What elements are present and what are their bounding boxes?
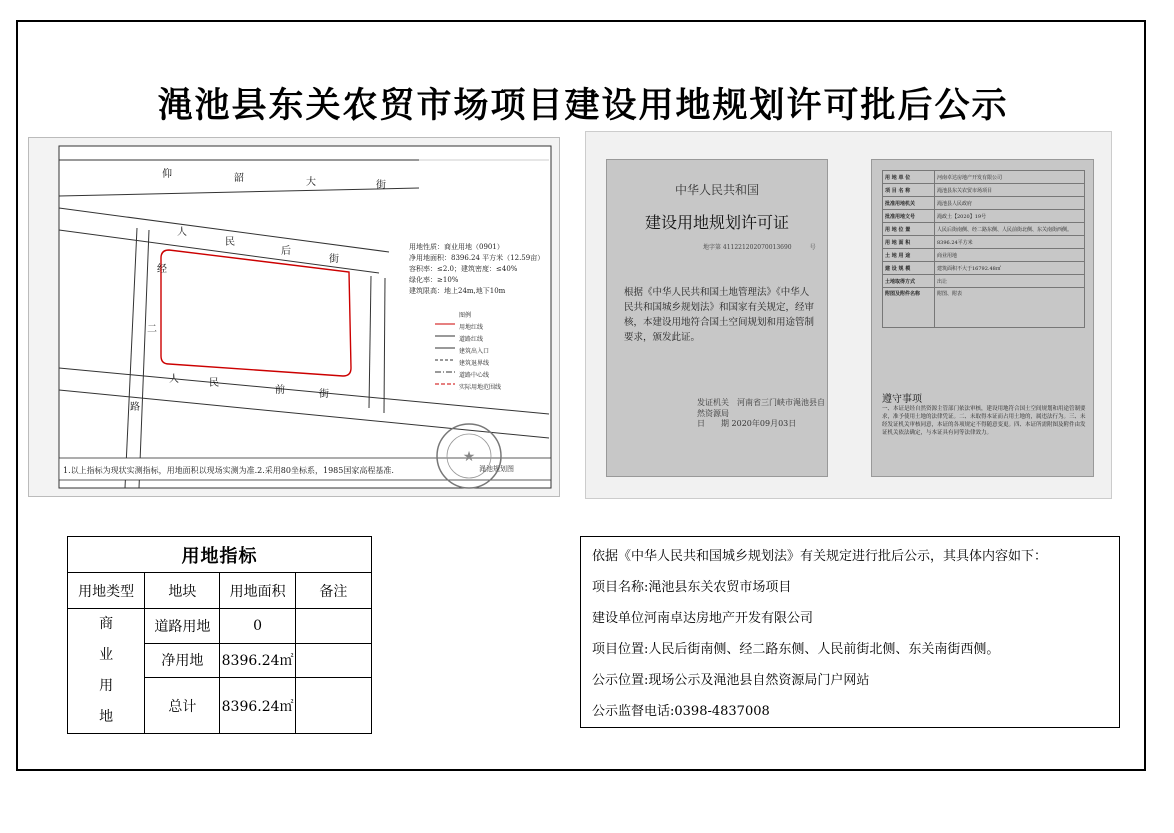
legend-item: 实际用地范围线 xyxy=(459,384,502,391)
notice-publicity: 公示位置:现场公示及渑池县自然资源局门户网站 xyxy=(592,673,870,688)
stamp-label: 渑池规划图 xyxy=(479,465,514,473)
permit-value: 渑池县人民政府 xyxy=(935,197,1085,210)
road-label: 人 xyxy=(169,374,179,385)
permit-value: 8396.24平方米 xyxy=(935,236,1085,249)
road-label: 经 xyxy=(157,264,167,275)
permit-number: 地字第 411221202070013690 号 xyxy=(703,244,816,251)
table-row xyxy=(883,184,1085,197)
road-label: 民 xyxy=(225,237,235,248)
land-type-char: 地 xyxy=(99,709,114,725)
site-plan-info xyxy=(409,242,544,297)
table-row xyxy=(883,288,1085,328)
remark-cell xyxy=(295,678,371,734)
info-line: 用地性质：商业用地（0901） xyxy=(409,243,504,251)
permit-body: 根据《中华人民共和国土地管理法》《中华人民共和国城乡规划法》和国家有关规定，经审核，本建设用地符合国土空间规划和用途管制要求，颁发此证。 xyxy=(624,287,815,343)
table-row xyxy=(883,262,1085,275)
permit-value: 商业用地 xyxy=(935,249,1085,262)
legend-item: 道路中心线 xyxy=(459,372,490,379)
legend-title: 图例 xyxy=(459,312,472,319)
permit-value: 渑政土【2020】19号 xyxy=(935,210,1085,223)
road-label: 二 xyxy=(147,324,157,335)
permit-key: 项 目 名 称 xyxy=(883,184,935,197)
area-cell: 8396.24㎡ xyxy=(220,643,295,678)
permit-value: 建筑面积不大于16792.48㎡ xyxy=(935,262,1085,275)
permit-scan-image xyxy=(585,131,1112,499)
permit-key: 土 地 用 途 xyxy=(883,249,935,262)
table-row xyxy=(883,223,1085,236)
notice-phone: 公示监督电话:0398-4837008 xyxy=(592,704,770,719)
road-label: 大 xyxy=(306,177,316,188)
road-label: 路 xyxy=(130,402,140,413)
legend-item: 建筑出入口 xyxy=(459,348,490,355)
permit-value: 河南卓达房地产开发有限公司 xyxy=(935,171,1085,184)
road-label: 街 xyxy=(376,180,386,191)
permit-key: 批准用地文号 xyxy=(883,210,935,223)
column-header: 用地类型 xyxy=(68,573,145,609)
road-label: 民 xyxy=(209,378,219,389)
table-row xyxy=(883,197,1085,210)
road-label: 街 xyxy=(329,254,339,265)
permit-key: 土地取得方式 xyxy=(883,275,935,288)
legend-item: 用地红线 xyxy=(459,324,484,331)
table-row xyxy=(883,236,1085,249)
svg-text:★: ★ xyxy=(462,449,476,465)
plot-cell: 净用地 xyxy=(145,643,220,678)
area-cell: 0 xyxy=(220,609,295,644)
permit-key: 用 地 位 置 xyxy=(883,223,935,236)
road-label: 仰 xyxy=(162,169,172,180)
table-row xyxy=(883,210,1085,223)
info-line: 建筑限高：地上24m,地下10m xyxy=(409,287,506,295)
remark-cell xyxy=(295,609,371,644)
land-type-char: 商 xyxy=(99,616,114,632)
permit-key: 用 地 面 积 xyxy=(883,236,935,249)
land-type-char: 用 xyxy=(99,678,114,694)
land-type-char: 业 xyxy=(99,647,114,663)
table-row xyxy=(883,249,1085,262)
road-label: 韶 xyxy=(234,173,244,184)
column-header: 用地面积 xyxy=(220,573,295,609)
permit-cover xyxy=(606,159,828,477)
column-header: 地块 xyxy=(145,573,220,609)
table-caption: 用地指标 xyxy=(68,537,372,573)
site-plan-image xyxy=(28,137,560,497)
road-label: 前 xyxy=(275,385,285,396)
permit-value: 渑池县东关农贸市场项目 xyxy=(935,184,1085,197)
legend-item: 道路红线 xyxy=(459,336,484,343)
road-label: 人 xyxy=(177,227,187,238)
notice-box xyxy=(580,536,1120,728)
column-header: 备注 xyxy=(295,573,371,609)
permit-value: 人民后街南侧、经二路东侧、人民前街北侧、东关南街西侧。 xyxy=(935,223,1085,236)
permit-key: 建 设 规 模 xyxy=(883,262,935,275)
info-line: 绿化率：≥10% xyxy=(409,276,459,284)
legend-item: 建筑退界线 xyxy=(459,360,490,367)
site-plan-legend xyxy=(459,310,501,394)
permit-title: 建设用地规划许可证 xyxy=(644,213,789,232)
notice-unit: 建设单位河南卓达房地产开发有限公司 xyxy=(592,611,814,626)
permit-value: 附图、附表 xyxy=(935,288,1085,328)
permit-notice-title: 遵守事项 xyxy=(882,394,922,405)
permit-value: 出让 xyxy=(935,275,1085,288)
notice-location: 项目位置:人民后街南侧、经二路东侧、人民前街北侧、东关南街西侧。 xyxy=(592,642,1000,657)
road-label: 街 xyxy=(319,389,329,400)
permit-date: 日 期 2020年09月03日 xyxy=(697,419,797,428)
page-title: 渑池县东关农贸市场项目建设用地规划许可批后公示 xyxy=(157,85,1009,126)
permit-country: 中华人民共和国 xyxy=(674,183,759,197)
permit-key: 批准用地机关 xyxy=(883,197,935,210)
permit-key: 用 地 单 位 xyxy=(883,171,935,184)
table-row xyxy=(883,275,1085,288)
table-row xyxy=(68,609,372,644)
site-plan-note: 1.以上指标为现状实测指标，用地面积以现场实测为准.2.采用80坐标系，1985国家高程基准. xyxy=(63,466,394,475)
land-type-cell xyxy=(68,609,145,734)
permit-key: 附图及附件名称 xyxy=(883,288,935,328)
table-row xyxy=(883,171,1085,184)
plot-cell: 道路用地 xyxy=(145,609,220,644)
info-line: 净用地面积：8396.24 平方米（12.59亩） xyxy=(409,254,545,262)
permit-issuer: 发证机关 河南省三门峡市渑池县自然资源局 xyxy=(697,398,825,418)
road-label: 后 xyxy=(281,246,291,257)
remark-cell xyxy=(295,643,371,678)
notice-project: 项目名称:渑池县东关农贸市场项目 xyxy=(592,580,792,595)
permit-table xyxy=(882,170,1085,328)
info-line: 容积率：≤2.0；建筑密度：≤40% xyxy=(409,265,518,273)
permit-notice-body: 一、本证是经自然资源主管部门依法审核，建设用地符合国土空间规划和用途管制要求，准予使用土地的法律凭证。二、未取得本证而占用土地的，属违法行为。三、未经发证机关审核同意，本证的各项规定不得随意变更。四、本证所需附图及附件由发证机关依法确定，与本证具有同等法律效力。 xyxy=(882,406,1086,436)
notice-intro: 依据《中华人民共和国城乡规划法》有关规定进行批后公示，其具体内容如下： xyxy=(592,549,1048,564)
area-cell: 8396.24㎡ xyxy=(220,678,295,734)
permit-detail xyxy=(871,159,1094,477)
table-header-row xyxy=(68,573,372,609)
land-indicator-table xyxy=(67,536,372,734)
plot-cell: 总计 xyxy=(145,678,220,734)
